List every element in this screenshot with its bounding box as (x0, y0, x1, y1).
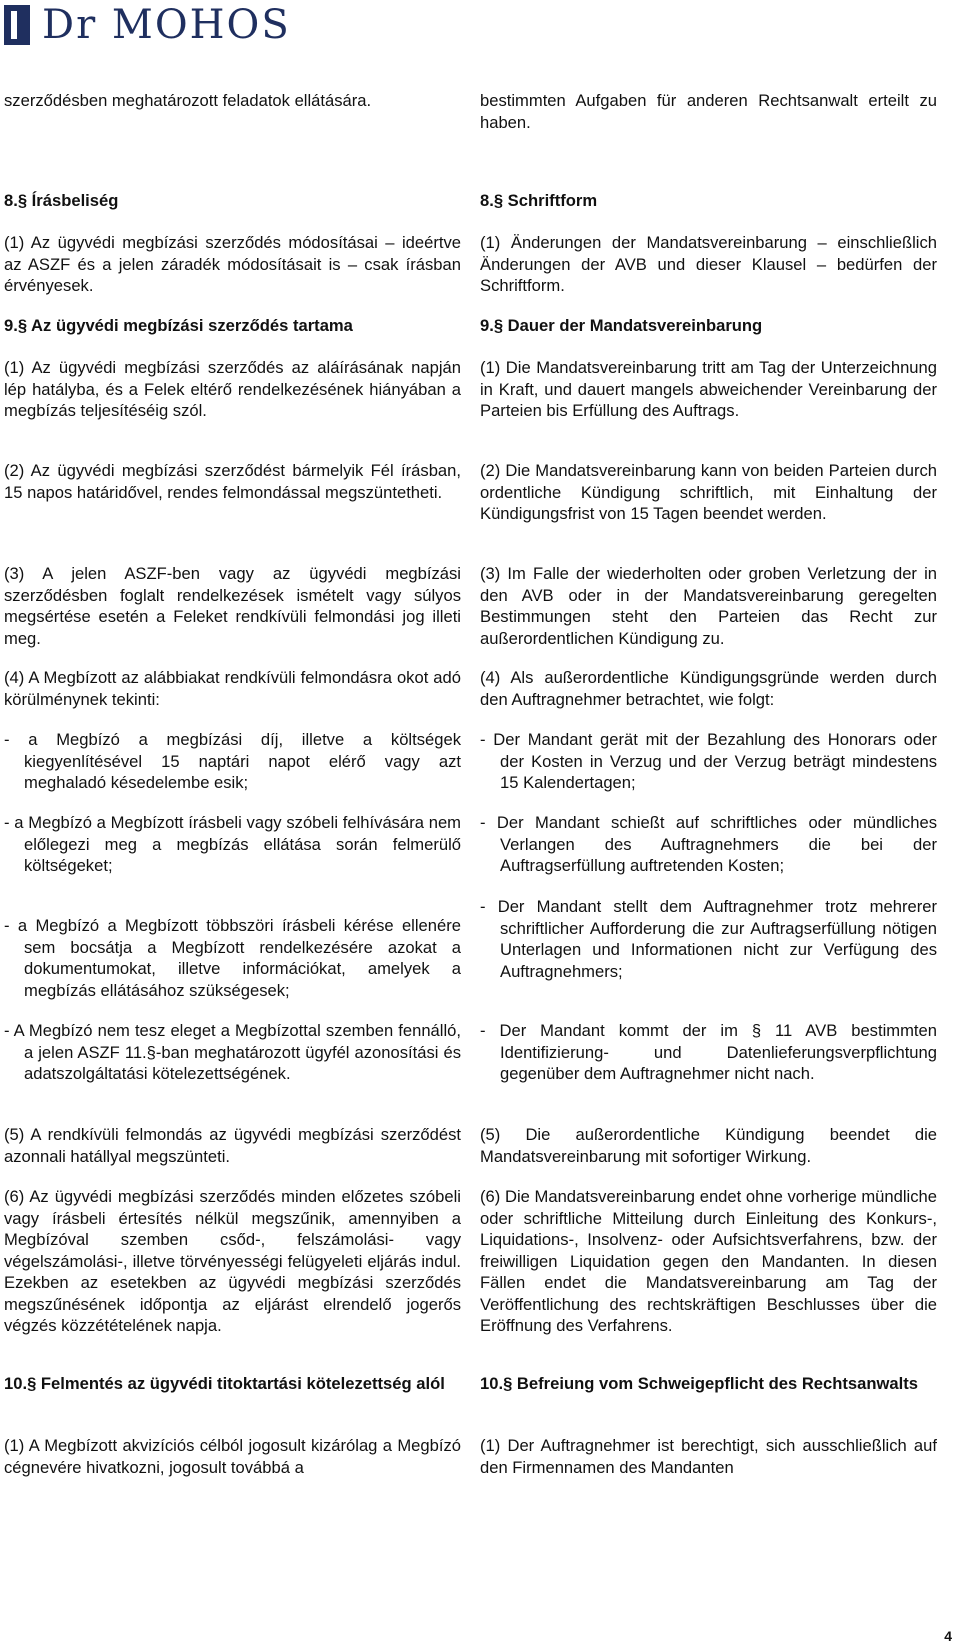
paragraph: (5) Die außerordentliche Kündigung beendet die Mandatsvereinbarung mit sofortiger Wirkung. (480, 1125, 937, 1166)
paragraph: (6) Az ügyvédi megbízási szerződés minden előzetes szóbeli vagy írásbeli értesítés nélkül megszűnik, amennyiben a Megbízóval szemben csőd-, felszámolási- vagy végelszámolási-, illetve törvényességi felügyeleti eljárás indul. Ezekben az esetekben az ügyvédi megbízási szerződés megszűnésének időpontja az eljárást elrendelő jogerős végzés közzétételének napja. (4, 1187, 461, 1335)
paragraph: (5) A rendkívüli felmondás az ügyvédi megbízási szerződést azonnali hatállyal megszünteti. (4, 1125, 461, 1166)
list-item: - A Megbízó nem tesz eleget a Megbízottal szemben fennálló, a jelen ASZF 11.§-ban meghatározott ügyfél azonosítási és adatszolgáltatási kötelezettségének. (4, 1021, 461, 1083)
paragraph: (2) Az ügyvédi megbízási szerződést bármelyik Fél írásban, 15 napos határidővel, rendes felmondással megszüntetheti. (4, 461, 461, 502)
paragraph: (1) Die Mandatsvereinbarung tritt am Tag der Unterzeichnung in Kraft, und dauert mangels abweichender Vereinbarung der Parteien bis Erfüllung des Auftrags. (480, 358, 937, 420)
paragraph: bestimmten Aufgaben für anderen Rechtsanwalt erteilt zu haben. (480, 91, 937, 132)
logo-text: Dr MOHOS (42, 2, 291, 48)
section-heading-10: 10.§ Befreiung vom Schweigepflicht des Rechtsanwalts (480, 1374, 919, 1393)
list-item: - Der Mandant stellt dem Auftragnehmer trotz mehrerer schriftlicher Aufforderung die zur Auftragserfüllung nötigen Unterlagen und Informationen nicht zur Verfügung des Auftragnehmers; (480, 897, 937, 981)
list-item: - Der Mandant schießt auf schriftliches oder mündliches Verlangen des Auftragnehmers die bei der Auftragserfüllung auftretenden Kosten; (480, 813, 937, 875)
section-heading-10: 10.§ Felmentés az ügyvédi titoktartási kötelezettség alól (4, 1374, 445, 1393)
paragraph: (3) A jelen ASZF-ben vagy az ügyvédi megbízási szerződésben foglalt rendelkezések ismételt vagy súlyos megsértése esetén a Feleket rendkívüli felmondási jog illeti meg. (4, 564, 461, 648)
paragraph: (2) Die Mandatsvereinbarung kann von beiden Parteien durch ordentliche Kündigung schriftlich, mit Einhaltung der Kündigungsfrist von 15 Tagen beendet werden. (480, 461, 937, 523)
section-heading-8: 8.§ Írásbeliség (4, 191, 119, 210)
logo (4, 2, 291, 48)
paragraph: (4) A Megbízott az alábbiakat rendkívüli felmondásra okot adó körülménynek tekinti: (4, 668, 461, 709)
list-item: - a Megbízó a megbízási díj, illetve a költségek kiegyenlítésével 15 naptári napot elérő vagy azt meghaladó késedelembe esik; (4, 730, 461, 792)
paragraph: (4) Als außerordentliche Kündigungsgründe werden durch den Auftragnehmer betrachtet, wie folgt: (480, 668, 937, 709)
paragraph: (1) Änderungen der Mandatsvereinbarung – einschließlich Änderungen der AVB und dieser Klausel – bedürfen der Schriftform. (480, 233, 937, 295)
paragraph: (1) Az ügyvédi megbízási szerződés az aláírásának napján lép hatályba, és a Felek eltérő rendelkezésének hiányában a megbízás teljesítéséig szól. (4, 358, 461, 420)
list-item: - a Megbízó a Megbízott többszöri írásbeli kérése ellenére sem bocsátja a Megbízott rendelkezésére azokat a dokumentumokat, illetve információkat, amelyek a megbízás ellátásához szükségesek; (4, 916, 461, 1000)
logo-mark (4, 5, 30, 45)
list-item: - Der Mandant kommt der im § 11 AVB bestimmten Identifizierung- und Datenlieferungsverpflichtung gegenüber dem Auftragnehmer nicht nach. (480, 1021, 937, 1083)
list-item: - a Megbízó a Megbízott írásbeli vagy szóbeli felhívására nem előlegezi meg a megbízás ellátása során felmerülő költségeket; (4, 813, 461, 875)
section-heading-9: 9.§ Dauer der Mandatsvereinbarung (480, 316, 763, 335)
list-item: - Der Mandant gerät mit der Bezahlung des Honorars oder der Kosten in Verzug und der Verzug beträgt mindestens 15 Kalendertagen; (480, 730, 937, 792)
paragraph: (1) A Megbízott akvizíciós célból jogosult kizárólag a Megbízó cégnevére hivatkozni, jogosult továbbá a (4, 1436, 461, 1477)
page-number: 4 (944, 1628, 952, 1644)
paragraph: szerződésben meghatározott feladatok ellátására. (4, 91, 372, 110)
paragraph: (6) Die Mandatsvereinbarung endet ohne vorherige mündliche oder schriftliche Mitteilung durch Einleitung des Konkurs-, Liquidations-, Insolvenz- oder Aufsichtsverfahrens, bzw. der freiwilligen Liquidation gegen den Mandanten. In diesen Fällen endet die Mandatsvereinbarung am Tag der Veröffentlichung des rechtskräftigen Beschlusses über die Eröffnung des Verfahrens. (480, 1187, 937, 1335)
paragraph: (3) Im Falle der wiederholten oder groben Verletzung der in den AVB oder in der Mandatsvereinbarung geregelten Bestimmungen steht den Parteien das Recht zur außerordentlichen Kündigung zu. (480, 564, 937, 648)
section-heading-8: 8.§ Schriftform (480, 191, 598, 210)
paragraph: (1) Az ügyvédi megbízási szerződés módosításai – ideértve az ASZF és a jelen záradék módosításait is – csak írásban érvényesek. (4, 233, 461, 295)
paragraph: (1) Der Auftragnehmer ist berechtigt, sich ausschließlich auf den Firmennamen des Mandanten (480, 1436, 937, 1477)
section-heading-9: 9.§ Az ügyvédi megbízási szerződés tartama (4, 316, 353, 335)
